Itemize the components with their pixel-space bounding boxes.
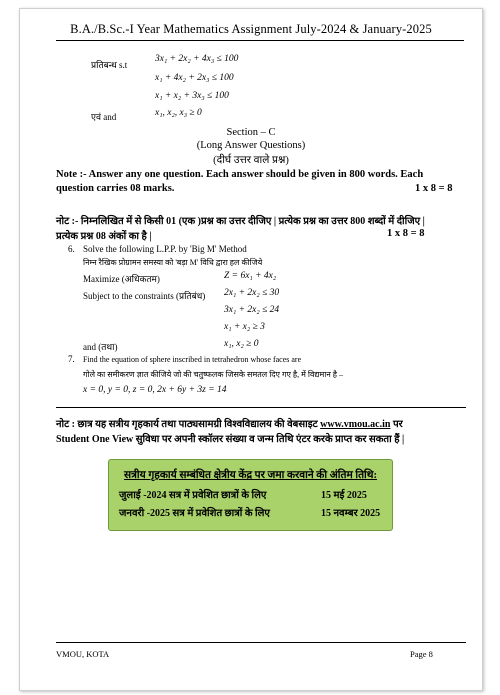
- submit-note-line1: [56, 416, 403, 430]
- q6-max-label: Maximize (अधिकतम): [83, 274, 160, 284]
- deadline-title: सत्रीय गृहकार्य सम्बंधित क्षेत्रीय केंद्र पर जमा करवाने की अंतिम तिथि:: [124, 470, 377, 481]
- deadline-box: [108, 459, 393, 531]
- section-subtitle-hindi: (दीर्घ उत्तर वाले प्रश्न): [213, 155, 289, 166]
- submit-note-prefix: नोट : छात्र यह सत्रीय गृहकार्य तथा पाठ्यसामग्री विश्वविद्यालय की वेबसाइट: [56, 419, 321, 430]
- and-label: एवं and: [91, 112, 117, 122]
- submit-note-line2: Student One View सुविधा पर अपनी स्कॉलर संख्या व जन्म तिथि एंटर करके प्राप्त कर सकता हैं |: [56, 434, 405, 445]
- page-header-title: B.A./B.Sc.-I Year Mathematics Assignment July-2024 & January-2025: [70, 22, 432, 36]
- lp-constraint-3: x₁ + x₂ + 3x₃ ≤ 100: [155, 91, 229, 101]
- separator-rule: [56, 407, 466, 408]
- q7-text: Find the equation of sphere inscribed in tetrahedron whose faces are: [83, 355, 302, 364]
- section-subtitle: (Long Answer Questions): [196, 140, 306, 151]
- q6-text-hindi: निम्न रैखिक प्रोग्रामन समस्या को 'बड़ा M' विधि द्वारा हल कीजिये: [83, 258, 263, 267]
- note-hindi-marks: 1 x 8 = 8: [387, 228, 425, 239]
- document-page: [19, 8, 483, 691]
- q7-number: 7.: [68, 354, 75, 364]
- note-english-line2: question carries 08 marks.: [56, 183, 175, 194]
- page-number: Page 8: [410, 649, 433, 659]
- note-english-line1: Note :- Answer any one question. Each answer should be given in 800 words. Each: [56, 169, 424, 180]
- note-hindi-line1: नोट :- निम्नलिखित में से किसी 01 (एक )प्रश्न का उत्तर दीजिए | प्रत्येक प्रश्न का उत्तर 800 शब्दों में दीजिए |: [56, 216, 425, 227]
- q6-nonneg: x₁, x₂ ≥ 0: [224, 339, 259, 349]
- deadline-row-july-label: जुलाई -2024 सत्र में प्रवेशित छात्रों के लिए: [119, 490, 267, 501]
- submit-note-suffix: पर: [390, 419, 403, 430]
- q6-number: 6.: [68, 244, 75, 254]
- q7-faces: x = 0, y = 0, z = 0, 2x + 6y + 3z = 14: [83, 385, 227, 395]
- q6-constraint-2: 3x₁ + 2x₂ ≤ 24: [224, 305, 280, 315]
- website-link[interactable]: www.vmou.ac.in: [320, 419, 391, 430]
- q6-text: Solve the following L.P.P. by 'Big M' Method: [83, 244, 247, 254]
- lp-constraint-1: 3x₁ + 2x₂ + 4x₃ ≤ 100: [155, 54, 239, 64]
- deadline-row-january-date: 15 नवम्बर 2025: [321, 508, 381, 519]
- q6-st-label: Subject to the constraints (प्रतिबंध): [83, 291, 206, 301]
- lp-constraint-2: x₁ + 4x₂ + 2x₃ ≤ 100: [155, 73, 234, 83]
- q6-objective: Z = 6x₁ + 4x₂: [224, 271, 277, 281]
- q6-constraint-3: x₁ + x₂ ≥ 3: [224, 322, 265, 332]
- q7-text-hindi: गोले का समीकरण ज्ञात कीजिये जो की चतुष्फलक जिसके समतल दिए गए है, में विद्यमान है –: [83, 370, 344, 379]
- q6-and-label: and (तथा): [83, 342, 118, 352]
- section-title: Section – C: [226, 127, 276, 138]
- lp-nonneg: x₁, x₂, x₃ ≥ 0: [155, 108, 202, 118]
- footer-left: VMOU, KOTA: [56, 649, 110, 659]
- note-english-marks: 1 x 8 = 8: [415, 183, 453, 194]
- footer-rule: [56, 642, 466, 643]
- note-hindi-line2: प्रत्येक प्रश्न 08 अंकों का है |: [56, 231, 152, 242]
- header-rule: [56, 40, 464, 41]
- deadline-row-january-label: जनवरी -2025 सत्र में प्रवेशित छात्रों के लिए: [119, 508, 270, 519]
- deadline-row-july-date: 15 मई 2025: [321, 490, 367, 501]
- st-label: प्रतिबन्ध s.t: [91, 60, 128, 70]
- q6-constraint-1: 2x₁ + 2x₂ ≤ 30: [224, 288, 280, 298]
